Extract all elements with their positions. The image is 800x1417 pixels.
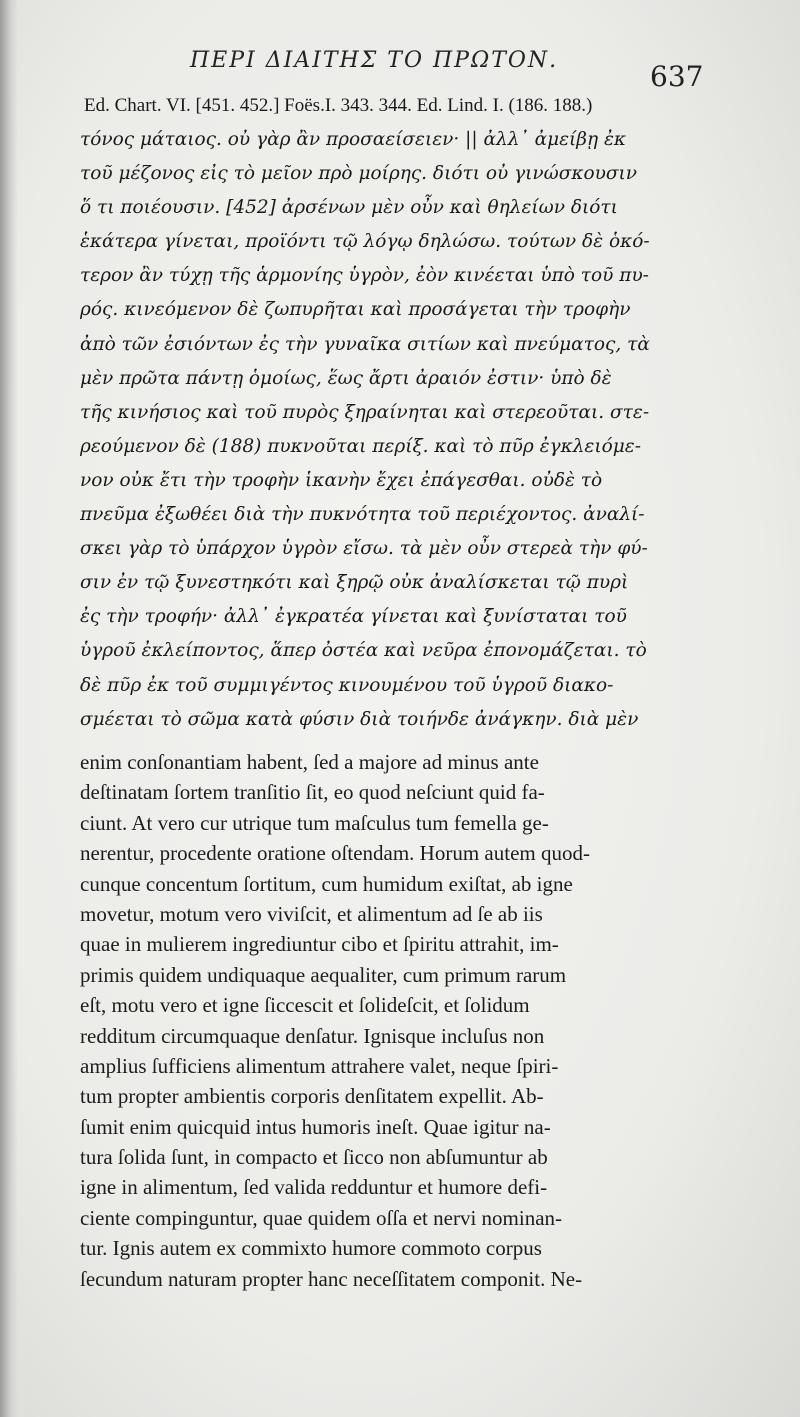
latin-line: redditum circumquaque denſatur. Ignisque incluſus non	[80, 1023, 545, 1048]
greek-line: σιν ἐν τῷ ξυνεστηκότι καὶ ξηρῷ οὐκ ἀναλίσκεται τῷ πυρὶ	[80, 572, 629, 594]
latin-line: nerentur, procedente oratione oſtendam. Horum autem quod-	[80, 841, 590, 866]
latin-line: movetur, motum vero viviſcit, et alimentum ad ſe ab iis	[80, 901, 543, 926]
latin-line: ciente compinguntur, quae quidem oſſa et nervi nominan-	[80, 1205, 563, 1230]
latin-line: deſtinatam ſortem tranſitio ſit, eo quod neſciunt quid fa-	[80, 780, 545, 805]
greek-line: ἀπὸ τῶν ἐσιόντων ἐς τὴν γυναῖκα σιτίων καὶ πνεύματος, τὰ	[80, 333, 650, 355]
latin-line: ſumit enim quicquid intus humoris ineſt. Quae igitur na-	[80, 1114, 551, 1139]
latin-line: tura ſolida ſunt, in compacto et ſicco non abſumuntur ab	[80, 1145, 548, 1170]
greek-line: ἑκάτερα γίνεται, προϊόντι τῷ λόγῳ δηλώσω. τούτων δὲ ὁκό-	[80, 231, 650, 253]
greek-line: ρεούμενον δὲ (188) πυκνοῦται περίξ. καὶ τὸ πῦρ ἐγκλειόμε-	[80, 435, 641, 457]
latin-line: ciunt. At vero cur utrique tum maſculus tum femella ge-	[80, 810, 549, 835]
latin-text-block	[80, 747, 785, 1294]
greek-line: δὲ πῦρ ἐκ τοῦ συμμιγέντος κινουμένου τοῦ ὑγροῦ διακο-	[80, 674, 614, 696]
greek-line: ὑγροῦ ἐκλείποντος, ἅπερ ὀστέα καὶ νεῦρα ἐπονομάζεται. τὸ	[80, 640, 647, 662]
running-head: ΠΕΡΙ ΔΙΑΙΤΗΣ ΤΟ ΠΡΩΤΟΝ.	[190, 48, 559, 73]
greek-text-block	[80, 123, 785, 737]
greek-line: μὲν πρῶτα πάντῃ ὁμοίως, ἕως ἄρτι ἀραιόν ἐστιν· ὑπὸ δὲ	[80, 367, 612, 389]
latin-line: primis quidem undiquaque aequaliter, cum primum rarum	[80, 962, 567, 987]
latin-line: enim conſonantiam habent, ſed a majore ad minus ante	[80, 750, 539, 774]
latin-line: tum propter ambientis corporis denſitatem expellit. Ab-	[80, 1084, 544, 1109]
greek-line: σμέεται τὸ σῶμα κατὰ φύσιν διὰ τοιήνδε ἀνάγκην. διὰ μὲν	[80, 708, 639, 730]
latin-line: igne in alimentum, ſed valida redduntur et humore defi-	[80, 1175, 548, 1200]
greek-line: σκει γὰρ τὸ ὑπάρχον ὑγρὸν εἴσω. τὰ μὲν οὖν στερεὰ τὴν φύ-	[80, 538, 648, 560]
latin-line: amplius ſufficiens alimentum attrahere valet, neque ſpiri-	[80, 1053, 559, 1078]
greek-line: ρός. κινεόμενον δὲ ζωπυρῆται καὶ προσάγεται τὴν τροφὴν	[80, 299, 631, 321]
latin-line: tur. Ignis autem ex commixto humore commoto corpus	[80, 1236, 542, 1261]
greek-line: τόνος μάταιος. οὐ γὰρ ἂν προσαείσειεν· || ἀλλ᾽ ἀμείβῃ ἐκ	[80, 129, 627, 150]
latin-line: cunque concentum ſortitum, cum humidum exiſtat, ab igne	[80, 871, 573, 896]
greek-line: νον οὐκ ἔτι τὴν τροφὴν ἱκανὴν ἔχει ἐπάγεσθαι. οὐδὲ τὸ	[80, 469, 603, 491]
latin-line: ſecundum naturam propter hanc neceſſitatem componit. Ne-	[80, 1266, 583, 1291]
edition-reference-line: Ed. Chart. VI. [451. 452.] Foës.I. 343. 344. Ed. Lind. I. (186. 188.)	[84, 95, 593, 116]
latin-line: eſt, motu vero et igne ſiccescit et ſolideſcit, et ſolidum	[80, 993, 530, 1018]
binding-gutter	[0, 0, 18, 1417]
greek-line: ἐς τὴν τροφήν· ἀλλ᾽ ἐγκρατέα γίνεται καὶ ξυνίσταται τοῦ	[80, 606, 627, 628]
greek-line: τῆς κινήσιος καὶ τοῦ πυρὸς ξηραίνηται καὶ στερεοῦται. στε-	[80, 401, 650, 423]
latin-line: quae in mulierem ingrediuntur cibo et ſpiritu attrahit, im-	[80, 932, 559, 957]
page-number: 637	[650, 60, 704, 93]
greek-line: πνεῦμα ἐξωθέει διὰ τὴν πυκνότητα τοῦ περιέχοντος. ἀναλί-	[80, 504, 645, 526]
greek-line: τοῦ μέζονος εἰς τὸ μεῖον πρὸ μοίρης. διότι οὐ γινώσκουσιν	[80, 163, 638, 185]
greek-line: ὅ τι ποιέουσιν. [452] ἀρσένων μὲν οὖν καὶ θηλείων διότι	[80, 197, 618, 219]
greek-line: τερον ἂν τύχῃ τῆς ἁρμονίης ὑγρὸν, ἐὸν κινέεται ὑπὸ τοῦ πυ-	[80, 265, 649, 287]
